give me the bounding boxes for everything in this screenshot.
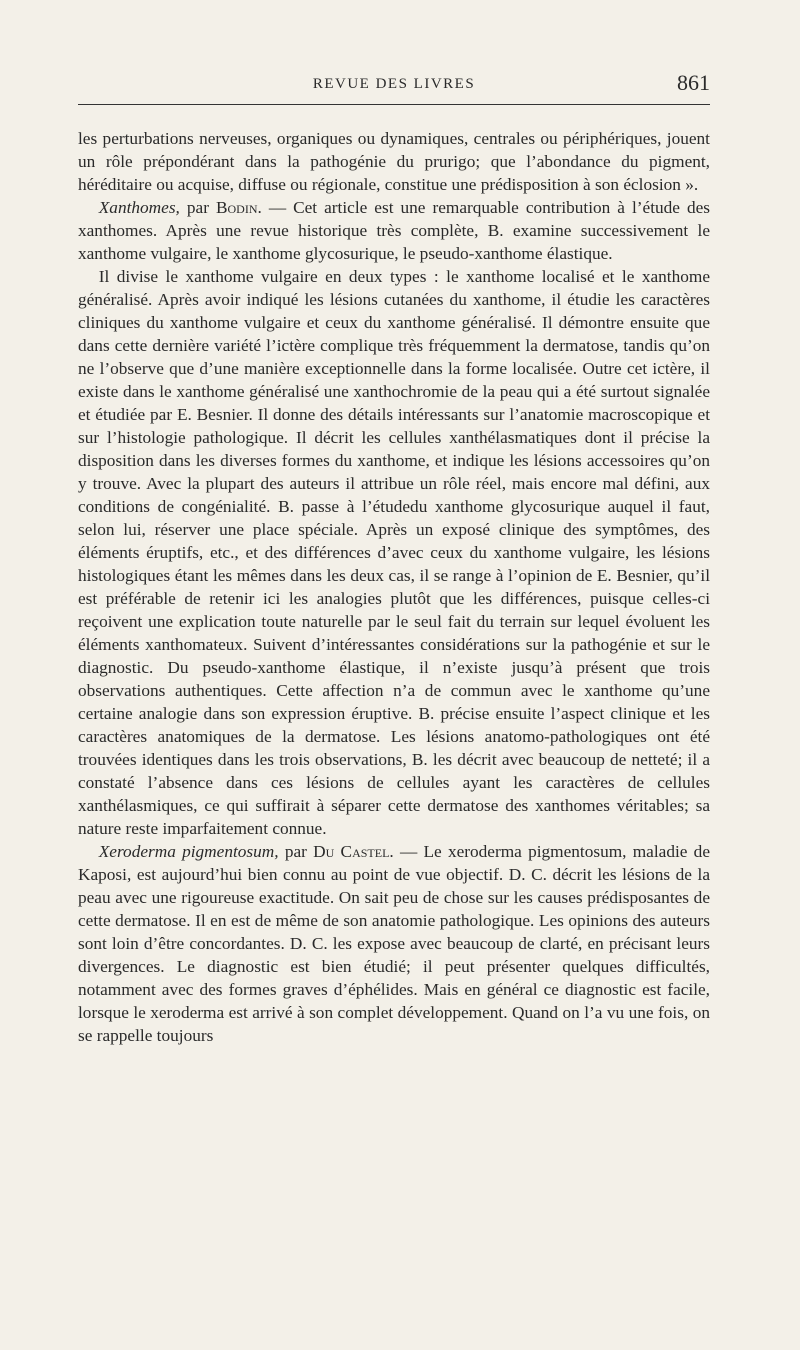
header-rule: [78, 104, 710, 105]
article-title: Xanthomes,: [98, 198, 180, 217]
paragraph-text: les perturbations nerveuses, organiques ou dynamiques, centrales ou périphériques, jouent un rôle prépondérant dans la pathogénie du prurigo; que l’abondance du pigment, héréditaire ou acquise, diffuse ou régionale, constitue une prédisposition à son éclosion ».: [78, 129, 710, 194]
paragraph-xanthomes: [78, 196, 710, 265]
paragraph-prurigo: [78, 127, 710, 196]
running-head: REVUE DES LIVRES: [312, 76, 476, 92]
paragraph-text: Il divise le xanthome vulgaire en deux types : le xanthome localisé et le xanthome généralisé. Après avoir indiqué les lésions cutanées du xanthome, il étudie les caractères cliniques du xanthome vulgaire et ceux du xanthome généralisé. Il démontre ensuite que dans cette dernière variété l’ictère complique très fréquemment la dermatose, tandis qu’on ne l’observe que d’une manière exceptionnelle dans la forme localisée. Outre cet ictère, il existe dans le xanthome généralisé une xanthochromie de la peau qui a été surtout signalée et étudiée par E. Besnier. Il donne des détails intéressants sur l’anatomie macroscopique et sur l’histologie pathologique. Il décrit les cellules xanthélasmatiques dont il précise la disposition dans les diverses formes du xanthome, et indique les lésions accessoires qu’on y trouve. Avec la plupart des auteurs il attribue un rôle réel, mais encore mal défini, aux conditions de congénialité. B. passe à l’étudedu xanthome glycosurique auquel il faut, selon lui, réserver une place spéciale. Après un exposé clinique des symptômes, des éléments éruptifs, etc., et des différences d’avec ceux du xanthome vulgaire, les lésions histologiques étant les mêmes dans les deux cas, il se range à l’opinion de E. Besnier, qu’il est préférable de retenir ici les analogies plutôt que les différences, puisque celles-ci reçoivent une explication toute naturelle par le seul fait du terrain sur lequel évoluent les éléments xanthomateux. Suivent d’intéressantes considérations sur la pathogénie et sur le diagnostic. Du pseudo-xanthome élastique, il n’existe jusqu’à présent que trois observations authentiques. Cette affection n’a de commun avec le xanthome qu’une certaine analogie dans son expression éruptive. B. précise ensuite l’aspect clinique et les caractères anatomiques de la dermatose. Les lésions anatomo-pathologiques ont été trouvées identiques dans les trois observations, B. les décrit avec beaucoup de netteté; il a constaté l’absence dans ces lésions de cellules ayant les caractères de cellules xanthélasmiques, ce qui suffirait à séparer cette dermatose des xanthomes véritables; sa nature reste imparfaitement connue.: [78, 267, 710, 838]
author-name: Bodin: [215, 198, 258, 217]
page-header: [78, 70, 710, 106]
paragraph-text: . — Cet article est une remarquable contribution à l’étude des xanthomes. Après une revue historique très complète, B. examine successivement le xanthome vulgaire, le xanthome glycosurique, le pseudo-xanthome élastique.: [78, 198, 710, 263]
author-name: Du Castel: [313, 842, 390, 861]
paragraph-text: . — Le xeroderma pigmentosum, maladie de Kaposi, est aujourd’hui bien connu au point de vue objectif. D. C. décrit les lésions de la peau avec une rigoureuse exactitude. On sait peu de chose sur les causes prédisposantes de cette dermatose. Il en est de même de son anatomie pathologique. Les opinions des auteurs sont loin d’être concordantes. D. C. les expose avec beaucoup de clarté, en précisant leurs divergences. Le diagnostic est bien étudié; il peut présenter quelques difficultés, notamment avec des formes graves d’éphélides. Mais en général ce diagnostic est facile, lorsque le xeroderma est arrivé à son complet développement. Quand on l’a vu une fois, on se rappelle toujours: [78, 842, 710, 1045]
paragraph-xeroderma: [78, 840, 710, 1047]
page-number: 861: [677, 70, 710, 95]
by-word: par: [179, 198, 216, 217]
by-word: par: [278, 842, 314, 861]
article-title: Xeroderma pigmentosum,: [98, 842, 279, 861]
body-text: [78, 127, 710, 1047]
paragraph-xanthome-types: [78, 265, 710, 840]
